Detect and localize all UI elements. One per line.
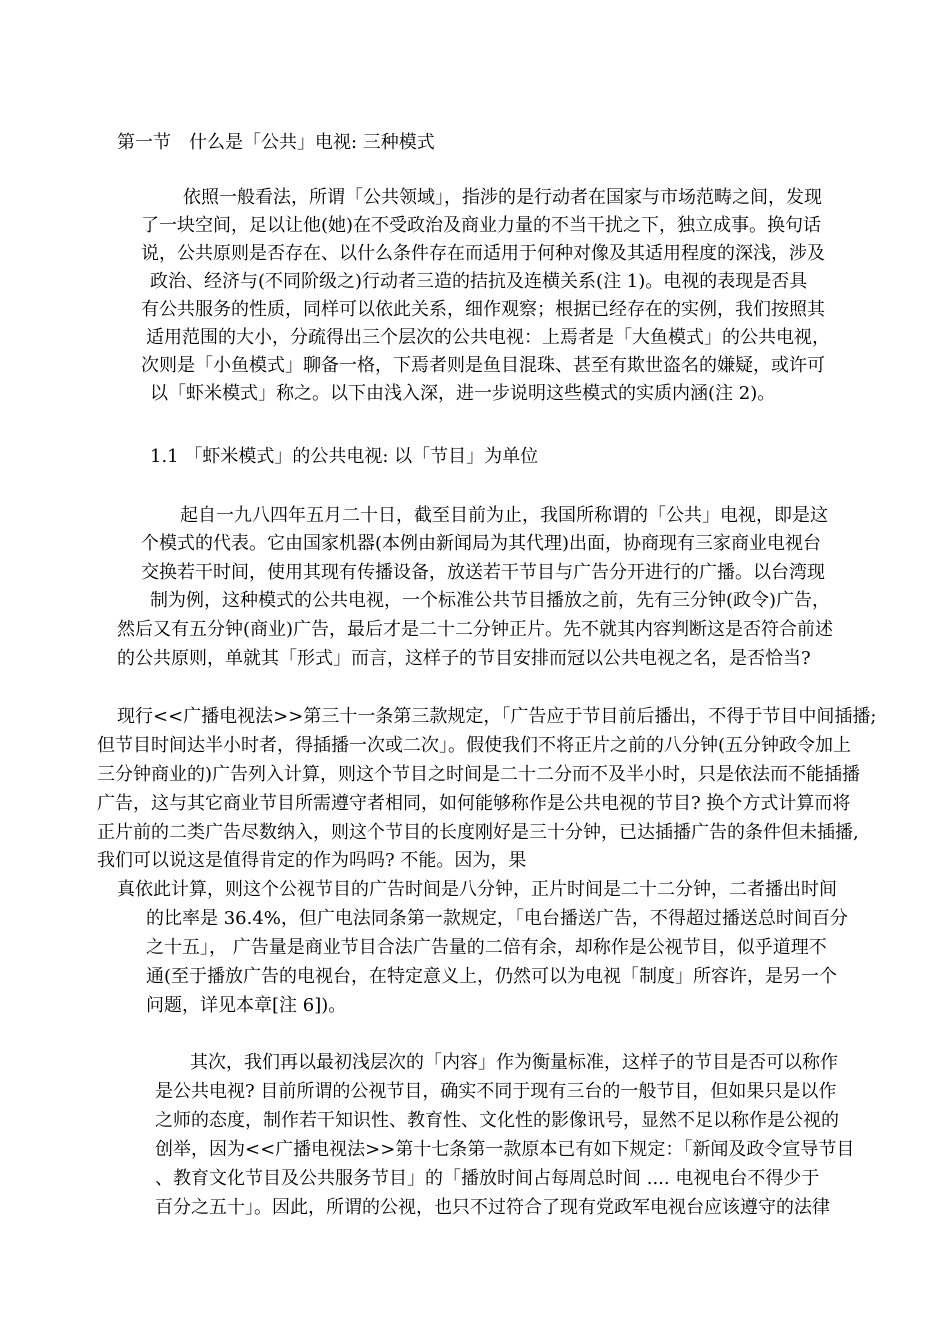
paragraph-line: 之师的态度，制作若干知识性、教育性、文化性的影像讯号，显然不足以称作是公视的 bbox=[155, 1110, 839, 1131]
paragraph-line: 真依此计算，则这个公视节目的广告时间是八分钟，正片时间是二十二分钟，二者播出时间 bbox=[117, 879, 837, 900]
subsection-title: 1.1 「虾米模式」的公共电视: 以「节目」为单位 bbox=[150, 446, 539, 467]
paragraph-line: 制为例，这种模式的公共电视，一个标准公共节目播放之前，先有三分钟(政令)广告， bbox=[150, 590, 831, 611]
paragraph-line: 依照一般看法，所谓「公共领域」，指涉的是行动者在国家与市场范畴之间，发现 bbox=[183, 187, 822, 208]
paragraph-line: 三分钟商业的)广告列入计算，则这个节目之时间是二十二分而不及半小时，只是依法而不能插播 bbox=[97, 764, 861, 785]
paragraph-line: 的比率是 36.4%，但广电法同条第一款规定，「电台播送广告，不得超过播送总时间百分 bbox=[146, 908, 848, 929]
paragraph-line: 之十五」， 广告量是商业节目合法广告量的二倍有余，却称作是公视节目，似乎道理不 bbox=[146, 937, 827, 958]
paragraph-line: 其次，我们再以最初浅层次的「内容」作为衡量标准，这样子的节目是否可以称作 bbox=[190, 1052, 838, 1073]
paragraph-line: 次则是「小鱼模式」聊备一格，下焉者则是鱼目混珠、甚至有欺世盗名的嫌疑，或许可 bbox=[141, 355, 825, 376]
paragraph-line: 的公共原则，单就其「形式」而言，这样子的节目安排而冠以公共电视之名，是否恰当? bbox=[117, 648, 811, 669]
paragraph-line: 广告，这与其它商业节目所需遵守者相同，如何能够称作是公共电视的节目? 换个方式计算而将 bbox=[97, 793, 851, 814]
paragraph-line: 有公共服务的性质，同样可以依此关系，细作观察；根据已经存在的实例，我们按照其 bbox=[141, 299, 825, 320]
paragraph-line: 百分之五十」。因此，所谓的公视，也只不过符合了现有党政军电视台应该遵守的法律 bbox=[155, 1197, 830, 1218]
paragraph-line: 以「虾米模式」称之。以下由浅入深，进一步说明这些模式的实质内涵(注 2)。 bbox=[150, 383, 776, 404]
paragraph-line: 但节目时间达半小时者，得插播一次或二次」。假使我们不将正片之前的八分钟(五分钟政令加上 bbox=[97, 735, 852, 756]
paragraph-line: 正片前的二类广告尽数纳入，则这个节目的长度刚好是三十分钟，已达插播广告的条件但未插播, bbox=[97, 822, 859, 843]
paragraph-line: 交换若干时间，使用其现有传播设备，放送若干节目与广告分开进行的广播。以台湾现 bbox=[141, 562, 825, 583]
paragraph-line: 问题，详见本章[注 6])。 bbox=[146, 995, 347, 1016]
paragraph-line: 我们可以说这是值得肯定的作为吗吗? 不能。因为，果 bbox=[97, 850, 527, 871]
paragraph-line: 、教育文化节目及公共服务节目」的「播放时间占每周总时间 .... 电视电台不得少于 bbox=[155, 1168, 820, 1189]
paragraph-line: 了一块空间，足以让他(她)在不受政治及商业力量的不当干扰之下，独立成事。换句话 bbox=[141, 215, 822, 236]
paragraph-line: 通(至于播放广告的电视台，在特定意义上，仍然可以为电视「制度」所容许，是另一个 bbox=[146, 966, 838, 987]
section-title: 第一节 什么是「公共」电视: 三种模式 bbox=[117, 132, 435, 153]
paragraph-line: 适用范围的大小，分疏得出三个层次的公共电视：上焉者是「大鱼模式」的公共电视， bbox=[146, 327, 830, 348]
paragraph-line: 说，公共原则是否存在、以什么条件存在而适用于何种对像及其适用程度的深浅，涉及 bbox=[141, 243, 825, 264]
paragraph-line: 个模式的代表。它由国家机器(本例由新闻局为其代理)出面，协商现有三家商业电视台 bbox=[141, 533, 822, 554]
paragraph-line: 是公共电视? 目前所谓的公视节目，确实不同于现有三台的一般节目，但如果只是以作 bbox=[155, 1081, 837, 1102]
paragraph-line: 然后又有五分钟(商业)广告，最后才是二十二分钟正片。先不就其内容判断这是否符合前述 bbox=[117, 619, 834, 640]
paragraph-line: 创举，因为<<广播电视法>>第十七条第一款原本已有如下规定：「新闻及政令宣导节目 bbox=[155, 1139, 855, 1160]
paragraph-line: 起自一九八四年五月二十日，截至目前为止，我国所称谓的「公共」电视，即是这 bbox=[180, 505, 828, 526]
paragraph-line: 政治、经济与(不同阶级之)行动者三造的拮抗及连横关系(注 1)。电视的表现是否具 bbox=[150, 271, 808, 292]
paragraph-line: 现行<<广播电视法>>第三十一条第三款规定，「广告应于节目前后播出，不得于节目中间插播; bbox=[117, 706, 877, 727]
